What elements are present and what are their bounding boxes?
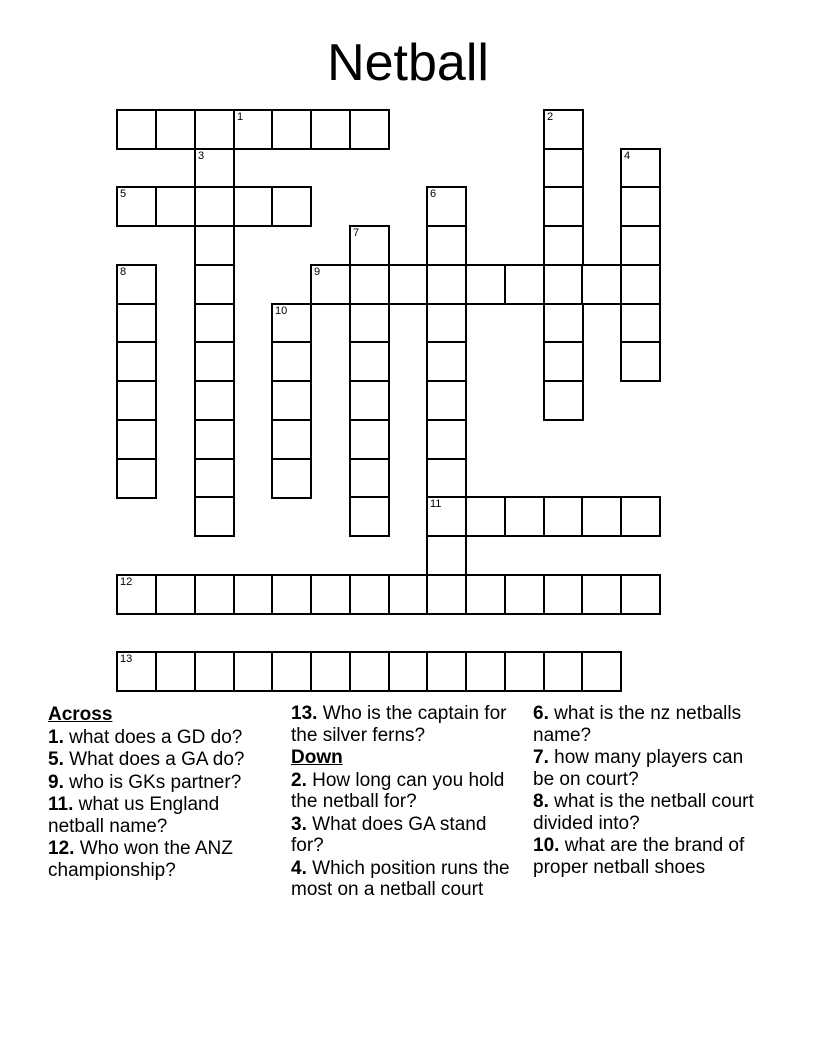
grid-cell[interactable] xyxy=(620,574,661,615)
grid-cell[interactable] xyxy=(233,574,274,615)
cell-number: 9 xyxy=(314,266,321,278)
clue-across-1[interactable] xyxy=(48,727,278,749)
grid-cell[interactable] xyxy=(543,109,584,150)
grid-cell[interactable] xyxy=(465,651,506,692)
grid-cell[interactable] xyxy=(543,341,584,382)
cell-number: 5 xyxy=(120,188,127,200)
grid-cell[interactable] xyxy=(233,186,274,227)
clue-number: 7. xyxy=(533,747,549,768)
cell-number: 8 xyxy=(120,266,127,278)
grid-cell[interactable] xyxy=(194,186,235,227)
clue-down-4[interactable] xyxy=(291,858,516,901)
grid-cell[interactable] xyxy=(543,148,584,189)
down-heading: Down xyxy=(291,747,343,768)
grid-cell[interactable] xyxy=(504,651,545,692)
cell-number: 4 xyxy=(624,150,631,162)
grid-cell[interactable] xyxy=(504,264,545,305)
clue-text: What does GA stand for? xyxy=(291,813,487,856)
grid-cell[interactable] xyxy=(426,574,467,615)
grid-cell[interactable] xyxy=(581,496,622,537)
clue-text: what us England netball name? xyxy=(48,794,220,837)
grid-cell[interactable] xyxy=(233,109,274,150)
grid-cell[interactable] xyxy=(620,264,661,305)
grid-cell[interactable] xyxy=(349,458,390,499)
grid-cell[interactable] xyxy=(426,303,467,344)
grid-cell[interactable] xyxy=(271,574,312,615)
grid-cell[interactable] xyxy=(504,574,545,615)
clue-number: 3. xyxy=(291,813,307,835)
grid-cell[interactable] xyxy=(349,574,390,615)
grid-cell[interactable] xyxy=(620,303,661,344)
clue-number: 5. xyxy=(48,749,64,770)
clue-text: what does a GD do? xyxy=(63,726,243,748)
clue-across-12[interactable] xyxy=(48,838,278,881)
grid-cell[interactable] xyxy=(543,651,584,692)
clue-text: what are the brand of proper netball shoes xyxy=(533,835,745,878)
grid-cell[interactable] xyxy=(581,574,622,615)
clue-column-1 xyxy=(48,703,278,881)
grid-cell[interactable] xyxy=(194,419,235,460)
grid-cell[interactable] xyxy=(194,496,235,537)
clue-across-9[interactable] xyxy=(48,772,278,794)
grid-cell[interactable] xyxy=(310,264,351,305)
grid-cell[interactable] xyxy=(116,574,157,615)
grid-cell[interactable] xyxy=(310,651,351,692)
clue-number: 9. xyxy=(48,771,64,793)
grid-cell[interactable] xyxy=(426,496,467,537)
grid-cell[interactable] xyxy=(543,225,584,266)
clue-down-6[interactable] xyxy=(533,703,768,746)
clue-number: 8. xyxy=(533,791,549,812)
clue-number: 13. xyxy=(291,703,318,724)
grid-cell[interactable] xyxy=(426,458,467,499)
grid-cell[interactable] xyxy=(116,303,157,344)
grid-cell[interactable] xyxy=(543,380,584,421)
cell-number: 13 xyxy=(120,653,133,665)
grid-cell[interactable] xyxy=(581,651,622,692)
grid-cell[interactable] xyxy=(620,225,661,266)
grid-cell[interactable] xyxy=(349,419,390,460)
grid-cell[interactable] xyxy=(426,651,467,692)
clue-text: who is GKs partner? xyxy=(63,771,242,793)
grid-cell[interactable] xyxy=(310,109,351,150)
clue-text: What does a GA do? xyxy=(63,749,245,770)
grid-cell[interactable] xyxy=(310,574,351,615)
grid-cell[interactable] xyxy=(388,264,429,305)
grid-cell[interactable] xyxy=(543,574,584,615)
clue-text: How long can you hold the netball for? xyxy=(291,769,505,812)
grid-cell[interactable] xyxy=(426,341,467,382)
cell-number: 6 xyxy=(430,188,437,200)
clue-number: 11. xyxy=(48,794,74,815)
clue-text: Which position runs the most on a netball court xyxy=(291,857,510,900)
grid-cell[interactable] xyxy=(543,496,584,537)
grid-cell[interactable] xyxy=(465,574,506,615)
grid-cell[interactable] xyxy=(116,109,157,150)
grid-cell[interactable] xyxy=(194,148,235,189)
grid-cell[interactable] xyxy=(271,419,312,460)
grid-cell[interactable] xyxy=(349,651,390,692)
grid-cell[interactable] xyxy=(116,419,157,460)
grid-cell[interactable] xyxy=(465,264,506,305)
grid-cell[interactable] xyxy=(581,264,622,305)
grid-cell[interactable] xyxy=(116,341,157,382)
grid-cell[interactable] xyxy=(194,303,235,344)
grid-cell[interactable] xyxy=(465,496,506,537)
clue-down-10[interactable] xyxy=(533,835,768,878)
grid-cell[interactable] xyxy=(116,380,157,421)
clue-text: what is the nz netballs name? xyxy=(533,703,742,746)
clue-down-2[interactable] xyxy=(291,770,516,813)
clue-down-7[interactable] xyxy=(533,747,768,790)
grid-cell[interactable] xyxy=(271,186,312,227)
clue-text: how many players can be on court? xyxy=(533,747,744,790)
clue-column-2 xyxy=(291,703,516,901)
grid-cell[interactable] xyxy=(155,109,196,150)
grid-cell[interactable] xyxy=(349,109,390,150)
clue-column-3 xyxy=(533,703,768,878)
grid-cell[interactable] xyxy=(426,419,467,460)
grid-cell[interactable] xyxy=(388,574,429,615)
grid-cell[interactable] xyxy=(426,380,467,421)
clue-number: 1. xyxy=(48,726,64,748)
grid-cell[interactable] xyxy=(543,303,584,344)
grid-cell[interactable] xyxy=(194,651,235,692)
cell-number: 10 xyxy=(275,305,288,317)
grid-cell[interactable] xyxy=(271,109,312,150)
grid-cell[interactable] xyxy=(620,496,661,537)
clue-across-5[interactable] xyxy=(48,749,278,771)
cell-number: 1 xyxy=(237,111,244,123)
grid-cell[interactable] xyxy=(233,651,274,692)
grid-cell[interactable] xyxy=(194,109,235,150)
clue-number: 4. xyxy=(291,857,307,879)
grid-cell[interactable] xyxy=(116,186,157,227)
cell-number: 12 xyxy=(120,576,133,588)
grid-cell[interactable] xyxy=(194,574,235,615)
clue-text: Who is the captain for the silver ferns? xyxy=(291,703,507,746)
grid-cell[interactable] xyxy=(543,264,584,305)
cell-number: 7 xyxy=(353,227,360,239)
grid-cell[interactable] xyxy=(194,380,235,421)
clue-text: Who won the ANZ championship? xyxy=(48,838,233,881)
grid-cell[interactable] xyxy=(349,225,390,266)
across-heading: Across xyxy=(48,704,113,725)
grid-cell[interactable] xyxy=(271,458,312,499)
grid-cell[interactable] xyxy=(426,264,467,305)
clue-across-11[interactable] xyxy=(48,794,278,837)
grid-cell[interactable] xyxy=(349,341,390,382)
clue-number: 10. xyxy=(533,835,560,856)
grid-cell[interactable] xyxy=(194,264,235,305)
clue-text: what is the netball court divided into? xyxy=(533,791,754,834)
grid-cell[interactable] xyxy=(620,341,661,382)
grid-cell[interactable] xyxy=(349,380,390,421)
grid-cell[interactable] xyxy=(620,186,661,227)
grid-cell[interactable] xyxy=(271,380,312,421)
clue-down-3[interactable] xyxy=(291,814,516,857)
grid-cell[interactable] xyxy=(155,574,196,615)
grid-cell[interactable] xyxy=(426,535,467,576)
grid-cell[interactable] xyxy=(504,496,545,537)
cell-number: 2 xyxy=(547,111,554,123)
grid-cell[interactable] xyxy=(155,651,196,692)
grid-cell[interactable] xyxy=(116,264,157,305)
grid-cell[interactable] xyxy=(194,458,235,499)
clue-across-13[interactable] xyxy=(291,703,516,746)
grid-cell[interactable] xyxy=(388,651,429,692)
grid-cell[interactable] xyxy=(349,496,390,537)
grid-cell[interactable] xyxy=(116,458,157,499)
grid-cell[interactable] xyxy=(349,264,390,305)
puzzle-title: Netball xyxy=(327,34,489,92)
grid-cell[interactable] xyxy=(116,651,157,692)
grid-cell[interactable] xyxy=(271,651,312,692)
grid-cell[interactable] xyxy=(194,225,235,266)
grid-cell[interactable] xyxy=(426,225,467,266)
clue-number: 2. xyxy=(291,769,307,791)
cell-number: 3 xyxy=(198,150,205,162)
clue-down-8[interactable] xyxy=(533,791,768,834)
grid-cell[interactable] xyxy=(426,186,467,227)
grid-cell[interactable] xyxy=(349,303,390,344)
grid-cell[interactable] xyxy=(271,341,312,382)
grid-cell[interactable] xyxy=(271,303,312,344)
grid-cell[interactable] xyxy=(543,186,584,227)
grid-cell[interactable] xyxy=(194,341,235,382)
cell-number: 11 xyxy=(430,498,442,510)
grid-cell[interactable] xyxy=(155,186,196,227)
grid-cell[interactable] xyxy=(620,148,661,189)
clue-number: 6. xyxy=(533,703,549,724)
clue-number: 12. xyxy=(48,838,75,859)
